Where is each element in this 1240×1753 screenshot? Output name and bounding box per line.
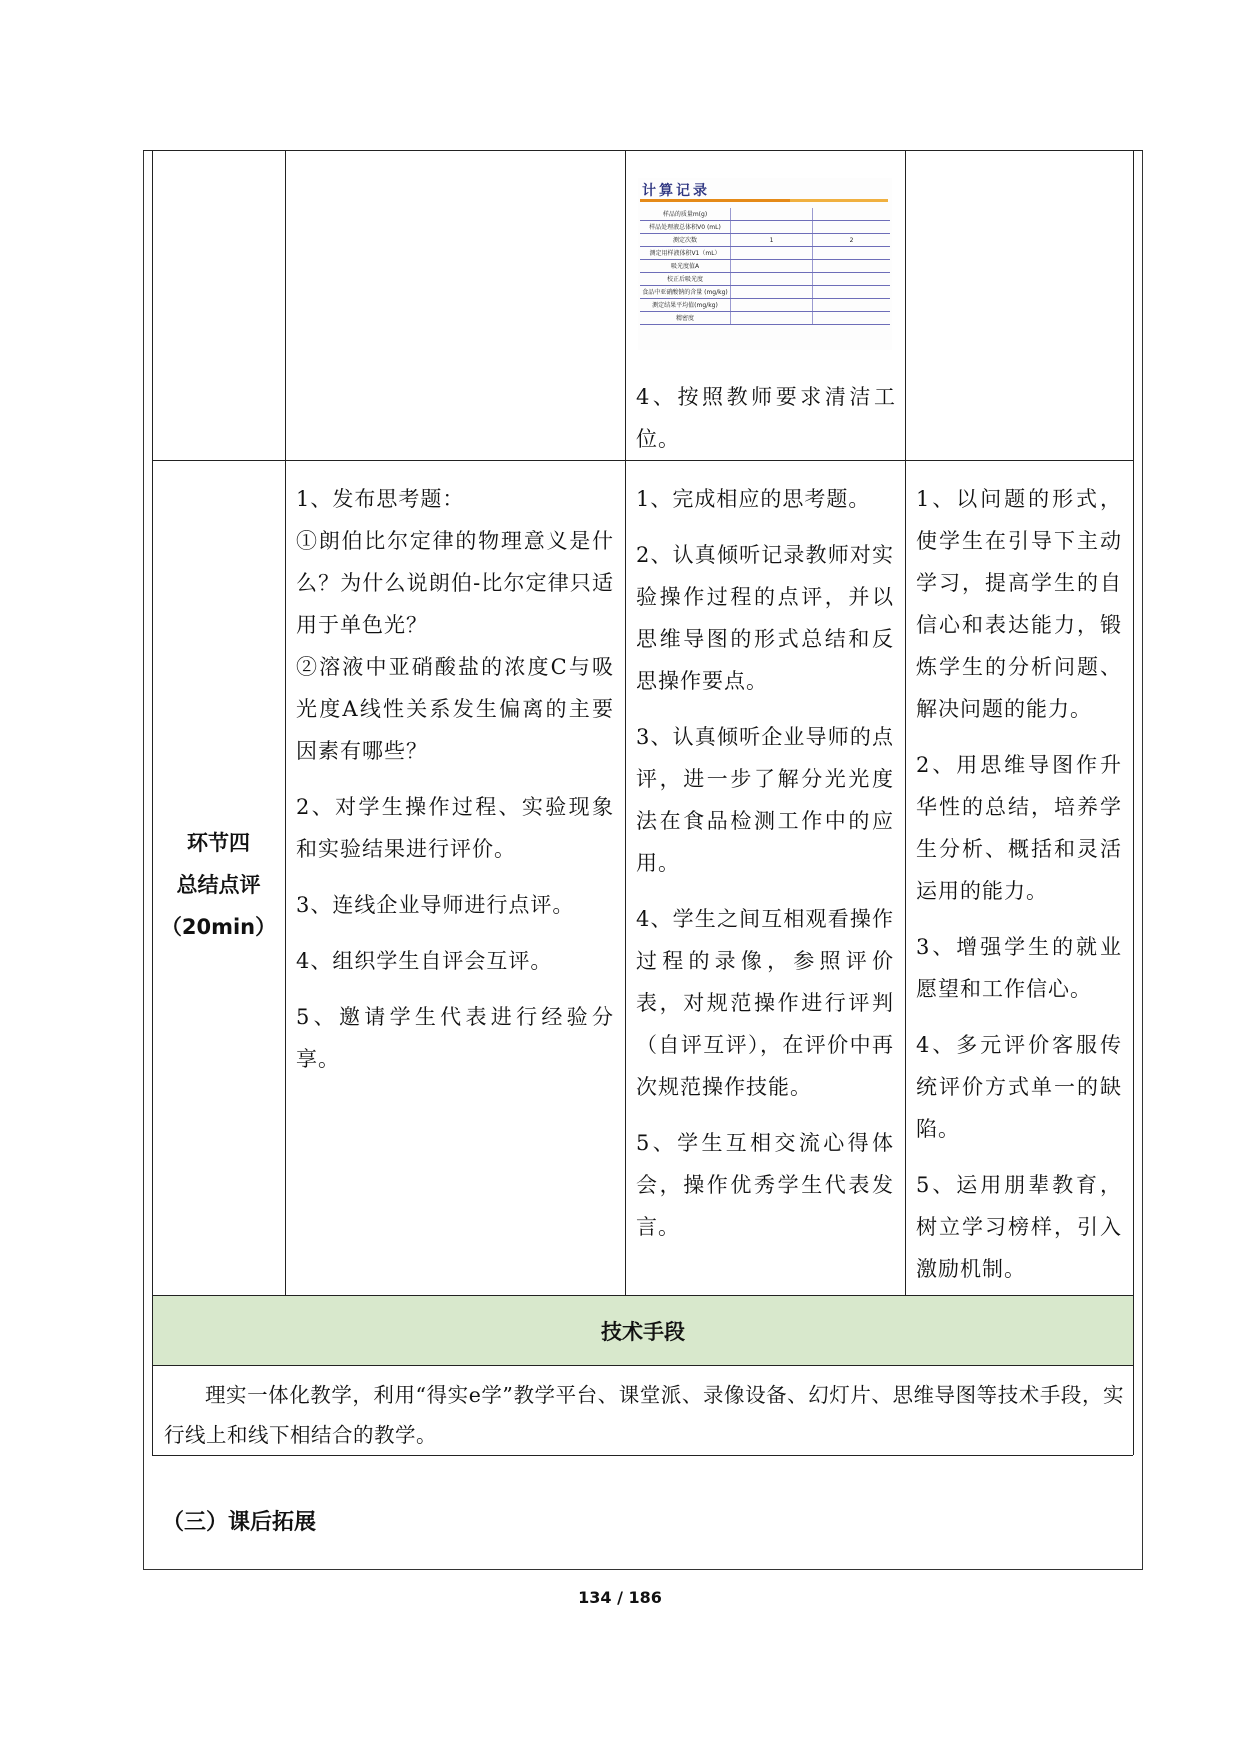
intent-item: 2、用思维导图作升华性的总结，培养学生分析、概括和灵活运用的能力。 — [916, 753, 1122, 903]
col-divider-5 — [1133, 150, 1134, 1455]
col-divider-4 — [905, 150, 906, 1305]
record-cell — [813, 260, 890, 273]
student-item: 4、学生之间互相观看操作过程的录像，参照评价表，对规范操作进行评判（自评互评），在评价中再次规范操作技能。 — [636, 907, 894, 1099]
after-class-heading — [162, 1505, 316, 1536]
teacher-item: ①朗伯比尔定律的物理意义是什么？为什么说朗伯-比尔定律只适用于单色光？ — [296, 529, 614, 637]
record-cell: 2 — [813, 234, 890, 247]
record-row — [640, 312, 890, 325]
record-cell — [813, 312, 890, 325]
student-item: 1、完成相应的思考题。 — [636, 487, 871, 511]
record-label: 食品中亚硝酸钠的含量 (mg/kg) — [640, 286, 731, 299]
record-label: 精密度 — [640, 312, 731, 325]
teacher-item: ②溶液中亚硝酸盐的浓度C与吸光度A线性关系发生偏离的主要因素有哪些？ — [296, 655, 614, 763]
col-divider-2 — [285, 150, 286, 1305]
col-divider-3 — [625, 150, 626, 1305]
record-cell — [731, 221, 813, 234]
record-cell — [731, 273, 813, 286]
record-cell — [813, 221, 890, 234]
record-label: 测定用样液体积V1（mL） — [640, 247, 731, 260]
record-cell — [731, 260, 813, 273]
stage4-title-cell — [152, 822, 285, 948]
student-step4-cell — [636, 376, 896, 474]
record-label: 测定结果平均值(mg/kg) — [640, 299, 731, 312]
student-activities-cell — [636, 478, 894, 1262]
record-cell — [731, 247, 813, 260]
student-item: 5、学生互相交流心得体会，操作优秀学生代表发言。 — [636, 1131, 894, 1239]
teacher-activities-cell — [296, 478, 614, 1094]
teacher-item: 2、对学生操作过程、实验现象和实验结果进行评价。 — [296, 795, 614, 861]
calculation-record-image — [638, 178, 892, 350]
record-row — [640, 221, 890, 234]
record-label: 样品处理液总体积V0 (mL) — [640, 221, 731, 234]
record-cell — [731, 299, 813, 312]
record-row — [640, 247, 890, 260]
record-label: 校正后吸光度 — [640, 273, 731, 286]
student-item: 2、认真倾听记录教师对实验操作过程的点评，并以思维导图的形式总结和反思操作要点。 — [636, 543, 894, 693]
record-label: 样品的质量m(g) — [640, 208, 731, 221]
col-divider-1 — [152, 150, 153, 1305]
intent-item: 3、增强学生的就业愿望和工作信心。 — [916, 935, 1122, 1001]
teacher-item: 3、连线企业导师进行点评。 — [296, 893, 575, 917]
record-title-accent — [640, 199, 790, 202]
record-row — [640, 273, 890, 286]
design-intent-cell — [916, 478, 1122, 1304]
teacher-item: 4、组织学生自评会互评。 — [296, 949, 553, 973]
record-cell — [813, 208, 890, 221]
record-label: 吸光度值A — [640, 260, 731, 273]
record-row — [640, 299, 890, 312]
record-row — [640, 286, 890, 299]
tech-text: 理实一体化教学，利用“得实e学”教学平台、课堂派、录像设备、幻灯片、思维导图等技术手段，实行线上和线下相结合的教学。 — [164, 1383, 1124, 1447]
record-cell — [731, 312, 813, 325]
table-bottom-border — [152, 1455, 1133, 1456]
record-cell — [813, 247, 890, 260]
record-cell — [813, 299, 890, 312]
intent-item: 5、运用朋辈教育，树立学习榜样，引入激励机制。 — [916, 1173, 1122, 1281]
record-cell — [813, 273, 890, 286]
record-title: 计算记录 — [642, 183, 710, 199]
stage4-title-2: 总结点评 — [176, 873, 261, 897]
stage4-title-3: （20min） — [160, 915, 277, 939]
stage4-title-1: 环节四 — [187, 831, 250, 855]
record-cell — [731, 208, 813, 221]
page-number: 134 / 186 — [578, 1588, 662, 1607]
student-step4: 4、按照教师要求清洁工位。 — [636, 385, 896, 451]
intent-item: 4、多元评价客服传统评价方式单一的缺陷。 — [916, 1033, 1122, 1141]
tech-body — [164, 1375, 1124, 1455]
table-top-border — [143, 150, 1143, 151]
record-row — [640, 234, 890, 247]
row-divider-3 — [152, 1365, 1133, 1366]
record-table — [640, 208, 890, 325]
record-cell — [731, 286, 813, 299]
student-item: 3、认真倾听企业导师的点评，进一步了解分光光度法在食品检测工作中的应用。 — [636, 725, 894, 875]
record-cell: 1 — [731, 234, 813, 247]
tech-header — [153, 1316, 1133, 1346]
tech-title: 技术手段 — [601, 1320, 685, 1344]
teacher-item: 1、发布思考题： — [296, 487, 465, 511]
record-cell — [813, 286, 890, 299]
teacher-item: 5、邀请学生代表进行经验分享。 — [296, 1005, 614, 1071]
record-row — [640, 208, 890, 221]
record-label: 测定次数 — [640, 234, 731, 247]
intent-item: 1、以问题的形式，使学生在引导下主动学习，提高学生的自信心和表达能力，锻炼学生的分析问题、解决问题的能力。 — [916, 487, 1122, 721]
after-class-title: （三）课后拓展 — [162, 1510, 317, 1535]
record-row — [640, 260, 890, 273]
